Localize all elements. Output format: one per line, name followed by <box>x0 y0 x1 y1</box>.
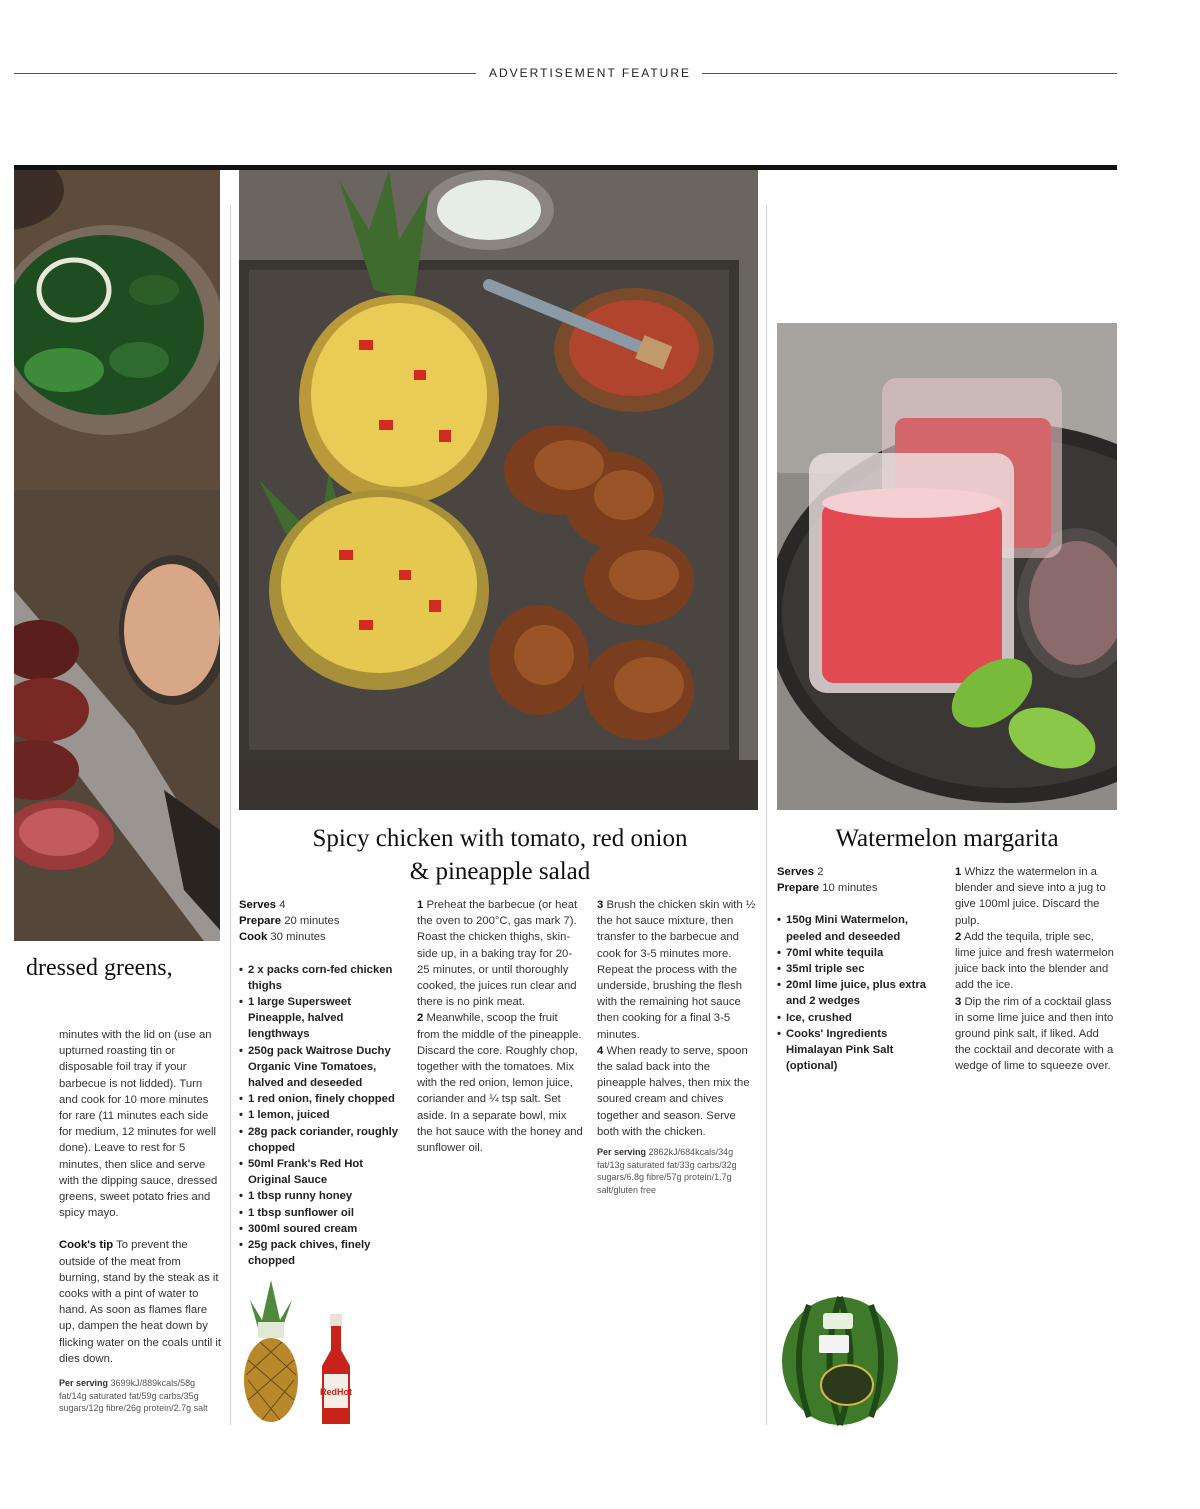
margarita-ingredient-list <box>777 912 937 1074</box>
step-number: 1 <box>417 899 424 911</box>
steak-method-text <box>59 1027 221 1415</box>
serves-label: Serves <box>777 866 815 878</box>
step-number: 2 <box>955 930 962 943</box>
step-text: When ready to serve, spoon the salad back into the pineapple halves, then mix the soured cream and chives together and season. Serve both with the chicken. <box>597 1044 750 1138</box>
ingredient-item: • Ice, crushed <box>777 1010 937 1026</box>
ingredient-item: • 1 lemon, juiced <box>239 1107 399 1123</box>
watermelon-margarita-photo <box>777 323 1117 810</box>
nutrition-label: Per serving <box>597 1147 647 1158</box>
nutrition-text: 3699kJ/889kcals/58g fat/14g saturated fat/59g carbs/35g sugars/12g fibre/26g protein/2.7g salt <box>59 1378 208 1414</box>
serves-value: 4 <box>279 899 286 911</box>
column-rule-2 <box>766 205 767 1425</box>
ingredient-item: • 1 tbsp runny honey <box>239 1188 399 1204</box>
margarita-recipe-title: Watermelon margarita <box>835 825 1059 852</box>
header-rule-left <box>14 73 476 74</box>
serves-label: Serves <box>239 899 277 911</box>
nutrition-text: 2862kJ/684kcals/34g fat/13g saturated fat/33g carbs/32g sugars/6.8g fibre/57g protein/1.7g salt/gluten free <box>597 1147 737 1195</box>
step-number: 4 <box>597 1044 604 1057</box>
cooks-tip-label: Cook's tip <box>59 1239 114 1252</box>
ingredient-item: • 1 tbsp sunflower oil <box>239 1205 399 1221</box>
cooks-tip-text: To prevent the outside of the meat from burning, stand by the steak as it cooks with a pint of water to hand. As soon as flames flare up, dampen the heat down by flicking water on the coals until it dies down. <box>59 1239 222 1365</box>
ingredient-item: • 70ml white tequila <box>777 945 937 961</box>
step-text: Meanwhile, scoop the fruit from the middle of the pineapple. Discard the core. Roughly chop, together with the tomatoes. Mix with the red onion, lemon juice, coriander and ¼ tsp salt. Set aside. In a separate bowl, mix the hot sauce with the honey and sunflower oil. <box>417 1012 583 1155</box>
step-number: 3 <box>597 899 604 911</box>
ingredient-item: • 25g pack chives, finely chopped <box>239 1237 399 1269</box>
ingredient-item: • 28g pack coriander, roughly chopped <box>239 1124 399 1156</box>
prepare-value: 20 minutes <box>284 915 340 928</box>
steak-greens-photo <box>14 170 220 941</box>
ingredient-item: • 300ml soured cream <box>239 1221 399 1237</box>
step-number: 3 <box>955 995 962 1008</box>
ingredient-item: • Cooks' Ingredients Himalayan Pink Salt (optional) <box>777 1026 937 1075</box>
title-line-1: Spicy chicken with tomato, red onion <box>312 825 688 852</box>
chicken-method-column-2 <box>597 897 757 1196</box>
step-text: Brush the chicken skin with ½ the hot sauce mixture, then transfer to the barbecue and cook for 3-5 minutes more. Repeat the process with the underside, brushing the flesh with the remaining hot sauce then cooking for a final 3-5 minutes. <box>597 899 756 1041</box>
ingredient-item: • 150g Mini Watermelon, peeled and deseeded <box>777 912 937 944</box>
chicken-method-column-1 <box>417 897 583 1156</box>
pineapple-product-image <box>240 1280 302 1425</box>
step-number: 2 <box>417 1012 424 1025</box>
ingredient-item: • 50ml Frank's Red Hot Original Sauce <box>239 1156 399 1188</box>
ingredient-item: • 35ml triple sec <box>777 961 937 977</box>
chicken-ingredient-list <box>239 962 399 1270</box>
header-rule-right <box>702 73 1117 74</box>
ingredient-item: • 250g pack Waitrose Duchy Organic Vine Tomatoes, halved and deseeded <box>239 1043 399 1092</box>
ingredient-item: • 1 large Supersweet Pineapple, halved lengthways <box>239 994 399 1043</box>
ingredient-item: • 20ml lime juice, plus extra and 2 wedges <box>777 977 937 1009</box>
step-text: Add the tequila, triple sec, lime juice and fresh watermelon juice back into the blender and add the ice. <box>955 930 1114 992</box>
margarita-method-column <box>955 864 1115 1075</box>
spicy-chicken-photo <box>239 170 758 810</box>
margarita-ingredients-column <box>777 864 937 1074</box>
prepare-value: 10 minutes <box>822 882 878 895</box>
step-text: Preheat the barbecue (or heat the oven to 200°C, gas mark 7). Roast the chicken thighs, skin-side up, in a baking tray for 20-25 minutes, or until thoroughly cooked, the juices run clear and there is no pink meat. <box>417 899 578 1009</box>
cook-label: Cook <box>239 931 268 944</box>
advertisement-label: ADVERTISEMENT FEATURE <box>488 66 692 80</box>
prepare-label: Prepare <box>777 882 820 895</box>
nutrition-label: Per serving <box>59 1378 109 1389</box>
watermelon-product-image <box>779 1293 901 1428</box>
column-rule-1 <box>230 205 231 1425</box>
chicken-ingredients-column <box>239 897 399 1269</box>
chicken-recipe-title <box>240 822 760 888</box>
prepare-label: Prepare <box>239 915 282 928</box>
section-heading: dressed greens, <box>26 955 173 981</box>
cook-value: 30 minutes <box>270 931 326 944</box>
title-line-2: & pineapple salad <box>409 858 591 885</box>
step-text: Dip the rim of a cocktail glass in some lime juice and then into ground pink salt, if liked. Add the cocktail and decorate with a wedge of lime to squeeze over. <box>955 995 1114 1073</box>
ingredient-item: • 2 x packs corn-fed chicken thighs <box>239 962 399 994</box>
step-number: 1 <box>955 866 962 878</box>
step-text: Whizz the watermelon in a blender and sieve into a jug to give 100ml juice. Discard the pulp. <box>955 866 1106 927</box>
bottle-label: RedHot <box>320 1387 352 1397</box>
hot-sauce-bottle-image <box>318 1314 354 1426</box>
ingredient-item: • 1 red onion, finely chopped <box>239 1091 399 1107</box>
serves-value: 2 <box>817 866 824 878</box>
method-paragraph: minutes with the lid on (use an upturned roasting tin or disposable foil tray if your barbecue is not lidded). Turn and cook for 10 more minutes for rare (11 minutes each side for medium, 12 minutes for well done). Leave to rest for 5 minutes, then slice and serve with the dipping sauce, dressed greens, sweet potato fries and spicy mayo. <box>59 1029 218 1220</box>
